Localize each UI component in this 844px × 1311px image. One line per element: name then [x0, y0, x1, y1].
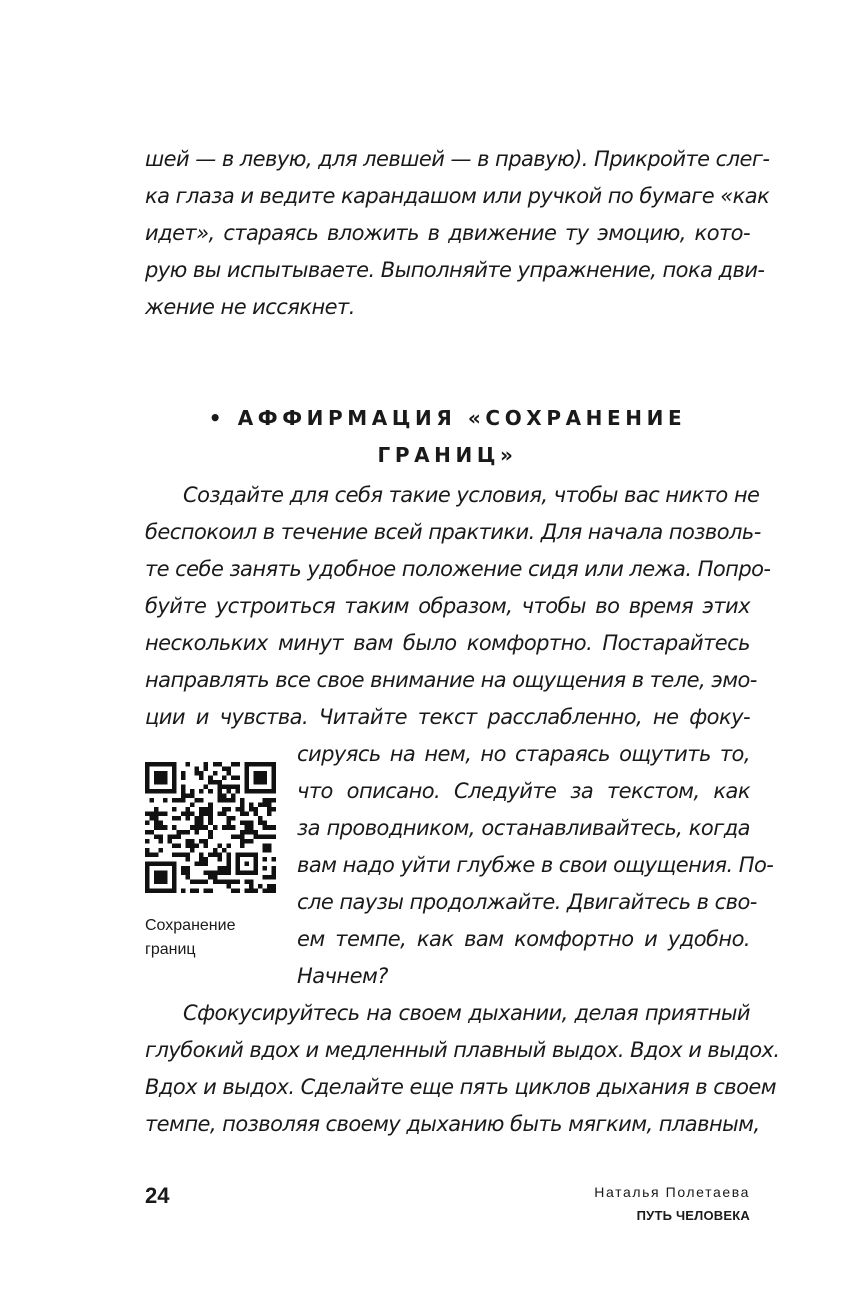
- intro-line: идет», стараясь вложить в движение ту эмоцию, кото-: [145, 221, 750, 245]
- body-line: направлять все свое внимание на ощущения в теле, эмо-: [145, 668, 757, 692]
- body-line-narrow: вам надо уйти глубже в свои ощущения. По-: [297, 853, 774, 877]
- body-line: беспокоил в течение всей практики. Для начала позволь-: [145, 520, 761, 544]
- body-line: нескольких минут вам было комфортно. Постарайтесь: [145, 631, 750, 655]
- page-number: 24: [145, 1183, 170, 1208]
- intro-line: жение не иссякнет.: [145, 295, 355, 319]
- body-line: Вдох и выдох. Сделайте еще пять циклов дыхания в своем: [145, 1075, 777, 1099]
- body-line-narrow: за проводником, останавливайтесь, когда: [297, 816, 750, 840]
- body-line-narrow: Начнем?: [297, 964, 388, 988]
- book-title: ПУТЬ ЧЕЛОВЕКА: [636, 1208, 750, 1223]
- body-line: Сфокусируйтесь на своем дыхании, делая приятный: [183, 1001, 750, 1025]
- qr-caption: [145, 914, 235, 962]
- section-heading-line2: ГРАНИЦ»: [377, 443, 518, 467]
- qr-caption-line1: Сохранение: [145, 917, 236, 934]
- intro-line: ка глаза и ведите карандашом или ручкой по бумаге «как: [145, 184, 770, 208]
- body-line-narrow: ем темпе, как вам комфортно и удобно.: [297, 927, 750, 951]
- body-line-narrow: сле паузы продолжайте. Двигайтесь в сво-: [297, 890, 757, 914]
- qr-code-icon[interactable]: [145, 762, 276, 893]
- body-line: Создайте для себя такие условия, чтобы вас никто не: [183, 483, 760, 507]
- intro-line: рую вы испытываете. Выполняйте упражнение, пока дви-: [145, 258, 765, 282]
- body-line: буйте устроиться таким образом, чтобы во время этих: [145, 594, 750, 618]
- body-line-narrow: сируясь на нем, но стараясь ощутить то,: [297, 742, 750, 766]
- qr-caption-line2: границ: [145, 941, 196, 958]
- author-name: Наталья Полетаева: [594, 1184, 750, 1200]
- body-line: те себе занять удобное положение сидя или лежа. Попро-: [145, 557, 771, 581]
- body-line: ции и чувства. Читайте текст расслабленно, не фоку-: [145, 705, 750, 729]
- body-line: темпе, позволяя своему дыханию быть мягким, плавным,: [145, 1112, 760, 1136]
- body-line: глубокий вдох и медленный плавный выдох. Вдох и выдох.: [145, 1038, 780, 1062]
- section-heading-line1: • АФФИРМАЦИЯ «СОХРАНЕНИЕ: [208, 406, 687, 430]
- intro-line: шей — в левую, для левшей — в правую). Прикройте слег-: [145, 147, 770, 171]
- body-line-narrow: что описано. Следуйте за текстом, как: [297, 779, 750, 803]
